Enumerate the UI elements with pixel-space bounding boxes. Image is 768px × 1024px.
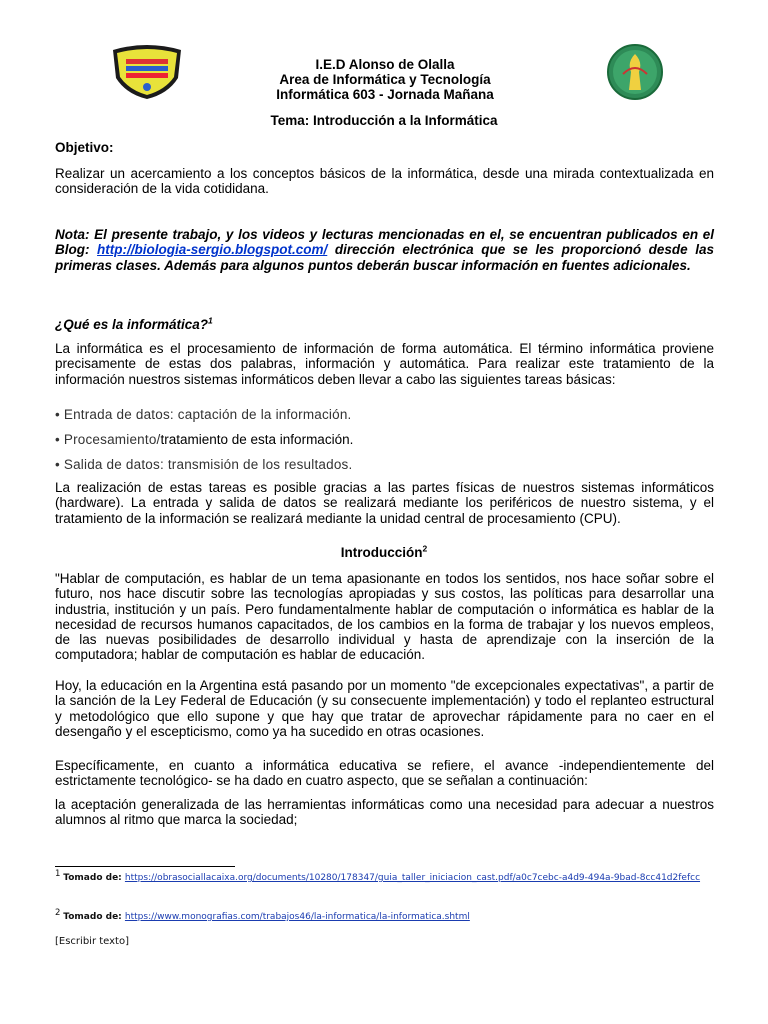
introduccion-heading-text: Introducción (340, 545, 423, 560)
course-name: Informática 603 - Jornada Mañana (276, 87, 494, 102)
footnote-2-number: 2 (55, 908, 61, 918)
escribir-texto-placeholder[interactable]: [Escribir texto] (55, 936, 129, 947)
page-title: Tema: Introducción a la Informática (270, 113, 498, 128)
footnote-1 (55, 870, 735, 886)
objetivo-label: Objetivo: (55, 140, 114, 155)
footnote-ref-2[interactable]: 2 (422, 543, 428, 554)
que-es-heading (55, 317, 213, 332)
school-name: I.E.D Alonso de Olalla (315, 57, 455, 72)
nota-text-before: Nota: El presente trabajo, y los videos y lecturas mencionadas en el, se encuentran publicados en el Blog: (55, 227, 714, 258)
introduccion-paragraph-1: "Hablar de computación, es hablar de un tema apasionante en todos los sentidos, nos hace soñar sobre el futuro, nos hace discutir sobre las tecnologías apropiadas y sus costos, las políticas para desarrollar una industria, institución y un país. Pero fundamentalmente hablar de computación o informática es hablar de la necesidad de recursos humanos capacitados, de los cambios en la forma de trabajar y los nuevos empleos, de las nuevas posibilidades de desarrollo individual y hasta de aprendizaje con la inserción de la computadora; hablar de computación es hablar de educación. (55, 571, 714, 663)
bullet-salida (55, 457, 352, 472)
footnote-2-label: Tomado de: (63, 912, 125, 922)
introduccion-paragraph-3: Específicamente, en cuanto a informática educativa se refiere, el avance -independientemente del estrictamente tecnológico- se ha dado en cuatro aspecto, que se señalan a continuación: (55, 758, 714, 789)
footnote-2-link[interactable]: https://www.monografias.com/trabajos46/la-informatica/la-informatica.shtml (124, 912, 470, 922)
bullet-entrada (55, 407, 352, 422)
bullet-salida-text: • Salida de datos: transmisión de los resultados. (55, 457, 353, 472)
introduccion-paragraph-4: la aceptación generalizada de las herramientas informáticas como una necesidad para adecuar a nuestros alumnos al ritmo que marca la sociedad; (55, 797, 714, 828)
bullet-procesamiento (55, 432, 353, 447)
blog-link[interactable]: http://biologia-sergio.blogspot.com/ (97, 242, 328, 258)
footnote-ref-1[interactable]: 1 (208, 315, 213, 326)
introduccion-paragraph-2: Hoy, la educación en la Argentina está pasando por un momento "de excepcionales expectativas", a partir de la sanción de la Ley Federal de Educación (y su consecuente implementación) y todo el replanteo estructural y metodológico que ello supone y que hay que tratar de aprovechar rápidamente para no caer en el desengaño y el escepticismo, como ya ha sucedido en otras ocasiones. (55, 678, 714, 739)
bullet-procesamiento-text-b: tratamiento de esta información. (160, 432, 354, 447)
bullet-procesamiento-text-a: • Procesamiento/ (55, 432, 161, 447)
objetivo-text: Realizar un acercamiento a los conceptos básicos de la informática, desde una mirada contextualizada en consideración de la vida cotididana. (55, 166, 714, 197)
footnote-1-label: Tomado de: (63, 873, 125, 883)
header-block (190, 57, 580, 102)
introduccion-heading (0, 545, 768, 560)
nota-text-after: dirección electrónica que se les proporcionó desde las primeras clases. Además para algunos puntos deberán buscar información en fuentes adicionales. (55, 242, 714, 273)
que-es-paragraph-2: La realización de estas tareas es posible gracias a las partes físicas de nuestros sistemas informáticos (hardware). La entrada y salida de datos se realizará mediante los periféricos de nuestro sistema, y el tratamiento de la información se realizará mediante la unidad central de procesamiento (CPU). (55, 480, 714, 526)
que-es-heading-text: ¿Qué es la informática? (55, 317, 209, 332)
school-shield-logo (108, 42, 186, 100)
footnote-separator (55, 866, 235, 867)
footnote-1-number: 1 (55, 869, 61, 879)
department-name: Area de Informática y Tecnología (279, 72, 491, 87)
footnote-2 (55, 909, 735, 925)
que-es-paragraph-1: La informática es el procesamiento de información de forma automática. El término informática proviene precisamente de estas dos palabras, información y automática. Para realizar este tratamiento de la información nuestros sistemas informáticos deben llevar a cabo las siguientes tareas básicas: (55, 341, 714, 387)
crest-logo (603, 42, 667, 102)
footnote-1-link[interactable]: https://obrasociallacaixa.org/documents/10280/178347/guia_taller_iniciacion_cast.pdf/a0c7cebc-a4d9-494a-9bad-8cc41d2fefcc (124, 873, 701, 883)
nota-paragraph (55, 227, 714, 273)
bullet-entrada-text: • Entrada de datos: captación de la información. (55, 407, 352, 422)
